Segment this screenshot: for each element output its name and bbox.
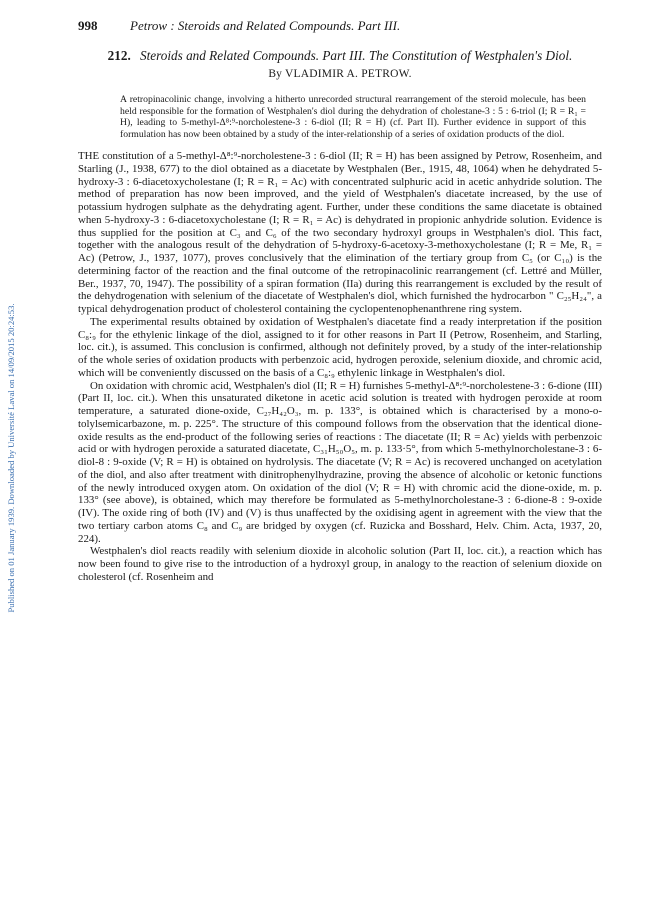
abstract: A retropinacolinic change, involving a hitherto unrecorded structural rearrangement of the steroid molecule, has been held responsible for the formation of Westphalen's diol during the dehydration of cholestane-3 : 5 : 6-triol (I; R = R₁ = H), leading to 5-methyl-Δ⁸:⁹-norcholestene-3 : 6-diol (II; R = H) (cf. Part II). Further evidence in support of this formulation has now been obtained by a study of the inter-relationship of a series of oxidation products of the diol. <box>120 94 586 140</box>
running-head <box>78 18 602 38</box>
running-head-title: Petrow : Steroids and Related Compounds. Part III. <box>130 18 401 33</box>
article-title: Steroids and Related Compounds. Part III. The Constitution of Westphalen's Diol. <box>140 48 573 63</box>
body-paragraph: Westphalen's diol reacts readily with selenium dioxide in alcoholic solution (Part II, loc. cit.), a reaction which has now been found to give rise to the introduction of a hydroxyl group, in analogy to the reaction of selenium dioxide on cholesterol (cf. Rosenheim and <box>78 545 602 583</box>
article-number: 212. <box>107 48 131 63</box>
body-paragraph: THE constitution of a 5-methyl-Δ⁸:⁹-norcholestene-3 : 6-diol (II; R = H) has been assigned by Petrow, Rosenheim, and Starling (J., 1938, 677) to the diol obtained as a diacetate by Westphalen (Ber., 1915, 48, 1064) when he dehydrated 5-hydroxy-3 : 6-diacetoxycholestane (I; R = R₁ = Ac) with concentrated sulphuric acid in acetic anhydride solution. The method of preparation has now been improved, and the yield of Westphalen's diacetate increased, by the use of potassium hydrogen sulphate as the dehydrating agent. Further, under these conditions the same diacetate is obtained when 5-hydroxy-3 : 6-diacetoxycholestane (I; R = R₁ = Ac) is dehydrated in propionic anhydride solution. Evidence is thus supplied for the position at C₃ and C₆ of the two secondary hydroxyl groups in Westphalen's diol. This fact, together with the analogous result of the dehydration of 5-hydroxy-6-acetoxy-3-methoxycholestane (I; R = Me, R₁ = Ac) (Petrow, J., 1937, 1077), proves conclusively that the elimination of the tertiary group from C₅ (or C₁₀) is the determining factor of the reaction and the final outcome of the retropinacolinic rearrangement (cf. Lettré and Müller, Ber., 1937, 70, 1947). The possibility of a spiran formation (IIa) during this rearrangement is excluded by the result of the dehydrogenation with selenium of the diacetate of Westphalen's diol, which furnished the hydrocarbon " C₂₅H₂₄", a typical dehydrogenation product of cholesterol containing the cyclopentenophenanthrene ring system. <box>78 150 602 315</box>
page-number: 998 <box>78 18 98 33</box>
download-note: Published on 01 January 1939. Downloaded by Université Laval on 14/09/2015 20:24:53. <box>6 303 16 613</box>
article-body <box>78 150 602 584</box>
body-paragraph: On oxidation with chromic acid, Westphalen's diol (II; R = H) furnishes 5-methyl-Δ⁸:⁹-norcholestene-3 : 6-dione (III) (Part II, loc. cit.). When this unsaturated diketone in acetic acid solution is treated with hydrogen peroxide at room temperature, a saturated dione-oxide, C₂₇H₄₂O₃, m. p. 133°, is obtained which is characterised by a mono-o-tolylsemicarbazone, m. p. 225°. The structure of this compound follows from the observation that the identical dione-oxide results as the end-product of the following series of reactions : The diacetate (II; R = Ac) yields with perbenzoic acid or with hydrogen peroxide a saturated diacetate, C₃₁H₅₀O₅, m. p. 133·5°, from which 5-methylnorcholestane-3 : 6-diol-8 : 9-oxide (V; R = H) is obtained on hydrolysis. The diacetate (V; R = Ac) is recovered unchanged on acetylation of the diol, and also after treatment with dinitrophenylhydrazine, proving the absence of alcoholic or ketonic functions of the newly introduced oxygen atom. On oxidation of the diol (V; R = H) with chromic acid the dione-oxide, m. p. 133° (see above), is obtained, which may therefore be formulated as 5-methylnorcholestane-3 : 6-dione-8 : 9-oxide (IV). The oxide ring of both (IV) and (V) is thus unaffected by the oxidising agent in agreement with the view that the two tertiary carbon atoms C₈ and C₉ are bridged by oxygen (cf. Ruzicka and Bosshard, Helv. Chim. Acta, 1937, 20, 224). <box>78 379 602 545</box>
download-sidebar <box>0 0 22 912</box>
article-heading <box>78 48 602 64</box>
paper-page <box>78 18 602 584</box>
author-byline: By VLADIMIR A. PETROW. <box>268 68 412 80</box>
body-paragraph: The experimental results obtained by oxidation of Westphalen's diacetate find a ready interpretation if the position C₈:₉ for the ethylenic linkage of the diol, assigned to it for other reasons in Part II (Petrow, Rosenheim, and Starling, loc. cit.), is assumed. This conclusion is confirmed, although not definitely proved, by a study of the inter-relationship of the whole series of oxidation products with perbenzoic acid, hydrogen peroxide, selenium dioxide, and chromic acid, which will be conveniently discussed on the basis of a C₈:₉ ethylenic linkage in Westphalen's diol. <box>78 315 602 379</box>
